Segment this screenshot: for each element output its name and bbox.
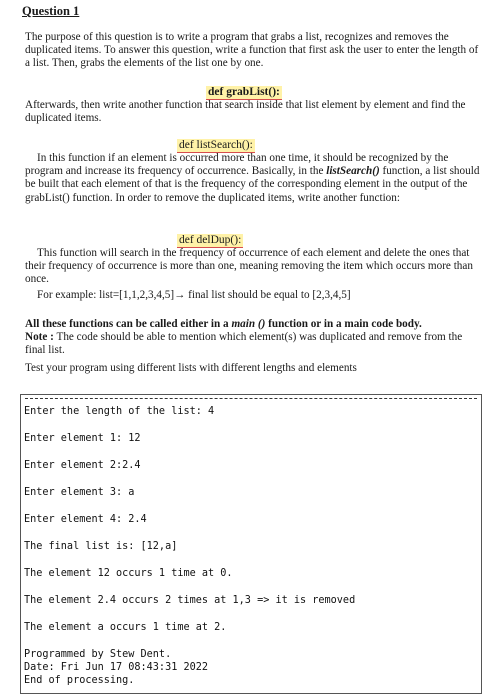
intro-paragraph: The purpose of this question is to write a program that grabs a list, recognizes and removes the duplicated items. To answer this question, write a function that first ask the user to enter the length of a list. Then, grabs the elements of the list one by one. xyxy=(25,31,479,70)
grablist-function-label: def grabList(): xyxy=(208,86,280,98)
grablist-description: Afterwards, then write another function that search inside that list element by element and find the duplicated items. xyxy=(25,99,466,125)
main-note-italic: main () xyxy=(231,318,266,330)
listsearch-description xyxy=(25,152,481,205)
console-line: Enter element 3: a xyxy=(24,487,135,498)
deldup-function-label: def delDup(): xyxy=(179,234,242,246)
main-note-paragraph xyxy=(25,318,481,358)
listsearch-desc-part2: function, a list should be built that each element of that is the frequency of the corresponding element in the output of the grabList() function. In order to remove the duplicated items, write another function: xyxy=(25,165,480,204)
console-line: Enter element 4: 2.4 xyxy=(24,514,147,525)
main-note-prefix: All these functions can be called either in a xyxy=(25,318,232,330)
console-line: The element a occurs 1 time at 2. xyxy=(24,622,227,633)
console-line: Enter element 1: 12 xyxy=(24,433,141,444)
main-note-suffix: function or in a main code body. xyxy=(265,318,422,330)
console-line: End of processing. xyxy=(24,675,135,686)
listsearch-desc-italic: listSearch() xyxy=(326,165,380,178)
note-text: The code should be able to mention which element(s) was duplicated and remove from the final list. xyxy=(25,331,463,357)
deldup-example: For example: list=[1,1,2,3,4,5]→ final list should be equal to [2,3,4,5] xyxy=(37,289,351,301)
note-label: Note : xyxy=(25,331,54,344)
question-title: Question 1 xyxy=(22,4,80,18)
deldup-description: This function will search in the frequency of occurrence of each element and delete the ones that their frequency of occurrence is more than one, meaning removing the item which occurs more than once. xyxy=(25,247,473,286)
listsearch-desc-part1: In this function if an element is occurred more than one time, it should be recognized by the program and increase its frequency of occurrence. Basically, in the xyxy=(25,152,449,178)
console-line: Programmed by Stew Dent. xyxy=(24,649,172,660)
listsearch-function-label: def listSearch(): xyxy=(179,139,253,151)
test-instruction: Test your program using different lists with different lengths and elements xyxy=(25,362,357,374)
console-top-divider xyxy=(25,398,477,399)
console-line: The element 12 occurs 1 time at 0. xyxy=(24,568,233,579)
console-line: The final list is: [12,a] xyxy=(24,541,178,552)
console-output-box xyxy=(20,394,482,694)
console-line: Date: Fri Jun 17 08:43:31 2022 xyxy=(24,662,209,673)
console-line: Enter the length of the list: 4 xyxy=(24,406,215,417)
console-line: Enter element 2:2.4 xyxy=(24,460,141,471)
console-line: The element 2.4 occurs 2 times at 1,3 => it is removed xyxy=(24,595,356,606)
